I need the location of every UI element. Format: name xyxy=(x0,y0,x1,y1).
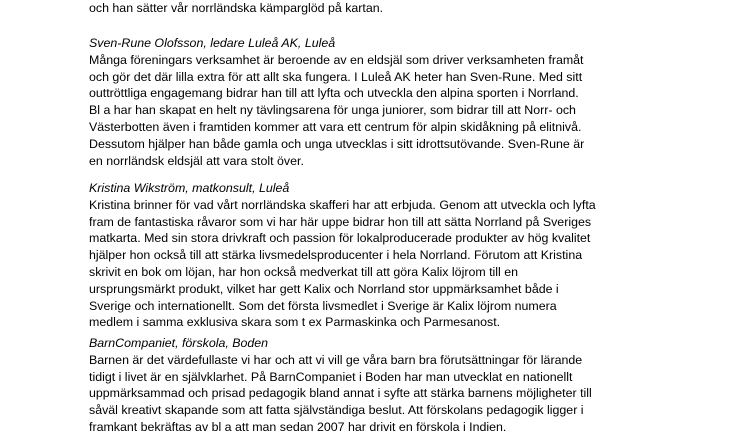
paragraph-line: outtröttliga engagemang bidrar han till att lyfta och utveckla den alpina sporten i Norrland. xyxy=(89,86,579,101)
paragraph-line: tidigt i livet är en självklarhet. På BarnCompaniet i Boden har man utvecklat en nationellt xyxy=(89,369,573,384)
paragraph-line: Västerbotten även i framtiden kommer att vara ett centrum för alpin skidåkning på elitnivå. xyxy=(89,119,582,134)
paragraph-line: framkant bekräftas av bl a att man sedan 2007 har drivit en förskola i Indien. xyxy=(89,419,507,434)
paragraph-line: Kristina brinner för vad vårt norrländska skafferi har att erbjuda. Genom att utveckla och lyfta xyxy=(89,197,596,212)
paragraph-line: medlem i samma exklusiva skara som t ex Parmaskinka och Parmesanost. xyxy=(89,315,501,330)
paragraph-line: Många föreningars verksamhet är beroende av en eldsjäl som driver verksamheten framåt xyxy=(89,52,584,67)
entry-heading: BarnCompaniet, förskola, Boden xyxy=(89,336,269,350)
paragraph-line: Sverige och internationellt. Som det första livsmedlet i Sverige är Kalix löjrom numera xyxy=(89,298,557,313)
paragraph-line: hjälper hon också till att stärka livsmedelsproducenter i hela Norrland. Förutom att Kristina xyxy=(89,248,583,263)
paragraph-line: Barnen är det värdefullaste vi har och att vi vill ge våra barn bra förutsättningar för lärande xyxy=(89,352,583,367)
paragraph-line: ursprungsmärkt produkt, vilket har gett Kalix och Norrland stor uppmärksamhet både i xyxy=(89,281,559,296)
entry-sven-rune xyxy=(89,35,689,169)
paragraph-line: Bl a har han skapat en helt ny tävlingsarena för unga juniorer, som bidrar till att Norr- och xyxy=(89,103,576,118)
entry-heading: Sven-Rune Olofsson, ledare Luleå AK, Luleå xyxy=(89,36,336,50)
entry-barncompaniet xyxy=(89,335,689,436)
entry-heading: Kristina Wikström, matkonsult, Luleå xyxy=(89,181,290,195)
paragraph-line: och gör det där lilla extra för att allt ska fungera. I Luleå AK heter han Sven-Rune. Med sitt xyxy=(89,69,583,84)
paragraph-line: och han sätter vår norrländska kämparglöd på kartan. xyxy=(89,1,384,15)
paragraph-line: fram de fantastiska råvaror som vi har här uppe bidrar hon till att sätta Norrland på Sveriges xyxy=(89,214,592,229)
paragraph-line: Dessutom hjälper han både gamla och unga utvecklas i sitt idrottsutövande. Sven-Rune är xyxy=(89,136,585,151)
intro-paragraph xyxy=(89,0,689,17)
paragraph-line: skrivit en bok om löjan, har hon också medverkat till att göra Kalix löjrom till en xyxy=(89,264,519,279)
paragraph-line: uppmärksammad och prisad pedagogik bland annat i syfte att stärka barnens möjligheter till xyxy=(89,386,592,401)
entry-kristina xyxy=(89,180,689,331)
paragraph-line: en norrländsk eldsjäl att vara stolt över. xyxy=(89,153,304,168)
paragraph-line: såväl kreativt skapande som att fatta självständiga beslut. Att förskolans pedagogik ligger i xyxy=(89,403,584,418)
paragraph-line: matkarta. Med sin stora drivkraft och passion för lokalproducerade produkter av hög kvalitet xyxy=(89,231,591,246)
